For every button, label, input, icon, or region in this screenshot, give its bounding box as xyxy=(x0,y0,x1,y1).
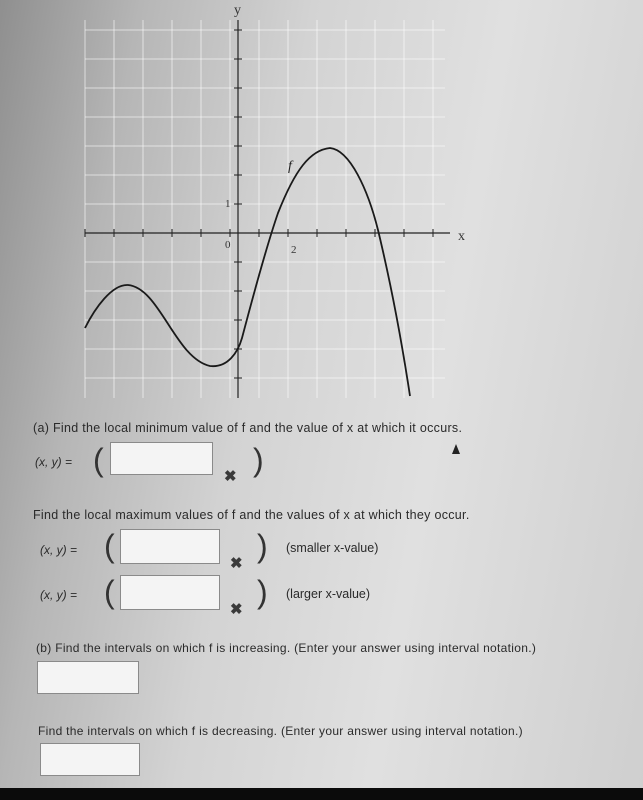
function-curve xyxy=(85,148,410,396)
max-smaller-close-paren: ) xyxy=(257,528,268,564)
x-axis-label: x xyxy=(458,229,465,244)
curve-label: f xyxy=(288,159,292,174)
decreasing-question: Find the intervals on which f is decreasing. (Enter your answer using interval notation.) xyxy=(38,724,523,738)
origin-label: 0 xyxy=(225,239,231,251)
max-larger-open-paren: ( xyxy=(104,574,115,610)
smaller-x-value-note: (smaller x-value) xyxy=(286,541,379,555)
mouse-pointer-icon xyxy=(452,444,460,454)
part-a-question: (a) Find the local minimum value of f and the value of x at which it occurs. xyxy=(33,421,463,435)
increasing-question: (b) Find the intervals on which f is increasing. (Enter your answer using interval notation.) xyxy=(36,641,537,655)
decreasing-interval-input[interactable] xyxy=(40,743,140,776)
min-xy-label: (x, y) = xyxy=(35,455,73,469)
max-smaller-xy-label: (x, y) = xyxy=(40,543,78,557)
max-smaller-open-paren: ( xyxy=(104,528,115,564)
x-mark-icon: ✖ xyxy=(230,601,243,618)
local-max-question: Find the local maximum values of f and the values of x at which they occur. xyxy=(33,508,470,522)
larger-x-value-note: (larger x-value) xyxy=(286,587,371,601)
min-close-paren: ) xyxy=(253,442,264,478)
y-axis-label: y xyxy=(234,3,241,18)
y-tick-one-label: 1 xyxy=(225,198,231,210)
max-larger-close-paren: ) xyxy=(257,574,268,610)
max-larger-answer-input[interactable] xyxy=(120,575,220,610)
max-smaller-answer-input[interactable] xyxy=(120,529,220,564)
min-open-paren: ( xyxy=(93,442,104,478)
bottom-edge xyxy=(0,788,643,800)
grid xyxy=(85,20,445,398)
increasing-interval-input[interactable] xyxy=(37,661,139,694)
x-mark-icon: ✖ xyxy=(230,555,243,572)
max-larger-xy-label: (x, y) = xyxy=(40,588,78,602)
min-answer-input[interactable] xyxy=(110,442,213,475)
x-mark-icon: ✖ xyxy=(224,468,237,485)
x-tick-two-label: 2 xyxy=(291,244,297,256)
